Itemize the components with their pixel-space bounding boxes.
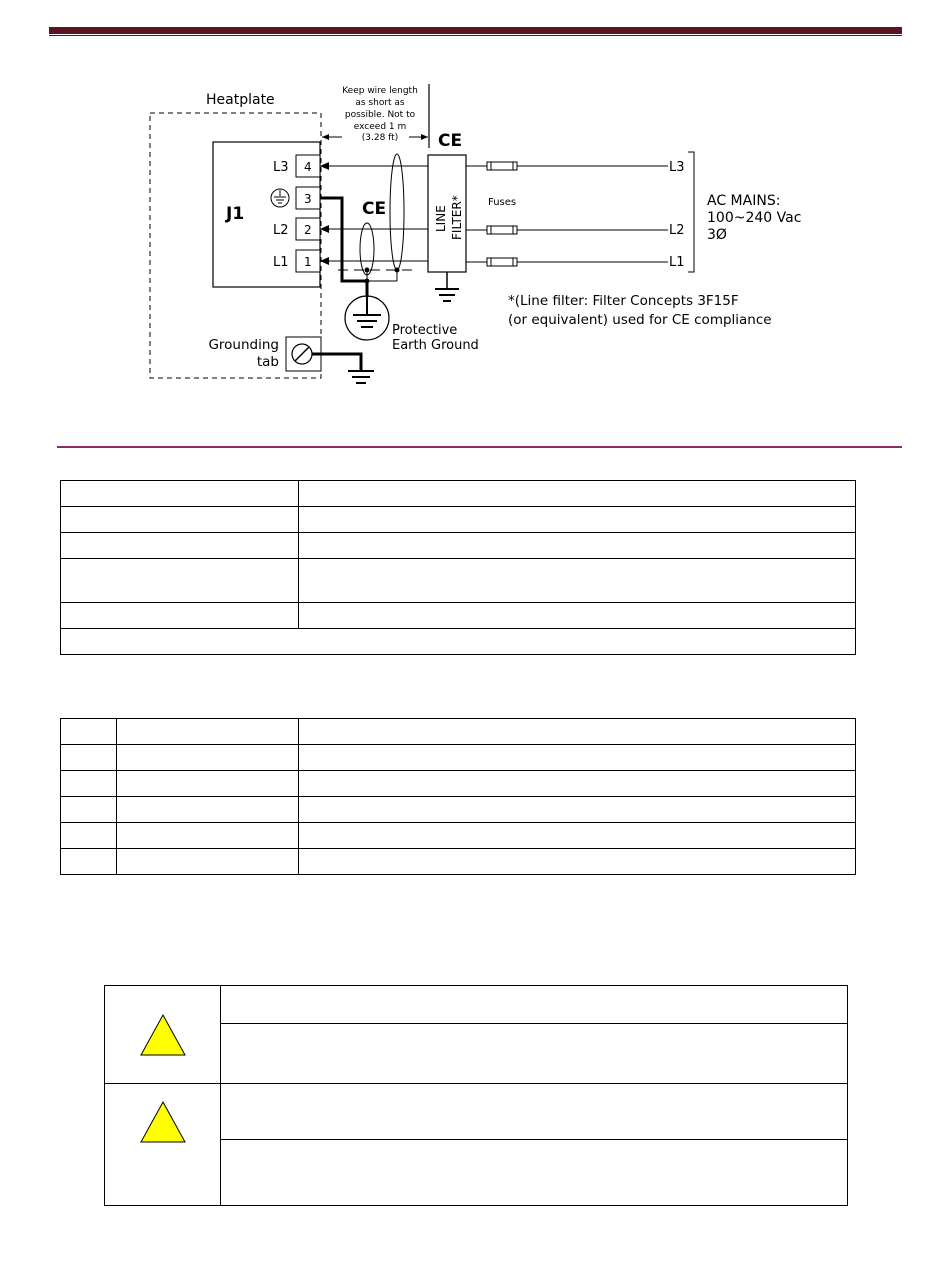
protective-earth-label-2: Earth Ground xyxy=(392,338,479,353)
fuse-l2 xyxy=(487,226,517,234)
terminal-2-pin: 2 xyxy=(304,223,312,237)
fuse-l3 xyxy=(487,162,517,170)
table-row xyxy=(61,629,856,655)
ground-icon xyxy=(345,296,389,340)
warning-triangle-icon xyxy=(139,1100,187,1144)
diagram-text: (3.28 ft) xyxy=(361,133,399,143)
grounding-tab-label-2: tab xyxy=(256,354,279,370)
diagram-text: exceed 1 m xyxy=(353,122,407,132)
diagram-text: Keep wire length xyxy=(342,86,418,96)
table-row xyxy=(105,1084,848,1140)
table-row xyxy=(61,797,856,823)
ac-mains-label-1: AC MAINS: xyxy=(707,193,781,209)
terminal-2-line: L2 xyxy=(273,223,289,238)
table-row xyxy=(61,533,856,559)
diagram-text: as short as xyxy=(355,98,405,108)
terminal-4-pin: 4 xyxy=(304,160,312,174)
ce-mark-icon: CE xyxy=(438,131,463,151)
pin-table xyxy=(60,718,856,875)
table-row xyxy=(61,771,856,797)
table-row xyxy=(61,823,856,849)
table-row xyxy=(61,849,856,875)
wiring-diagram xyxy=(0,0,950,420)
diagram-text: possible. Not to xyxy=(344,110,416,120)
table-row xyxy=(61,719,856,745)
table-row xyxy=(61,603,856,629)
mains-l1-label: L1 xyxy=(669,255,685,270)
protective-earth-label-1: Protective xyxy=(392,323,458,338)
line-filter-label-1: LINE xyxy=(434,205,448,232)
filter-note-2: (or equivalent) used for CE compliance xyxy=(508,312,772,328)
table-row xyxy=(61,507,856,533)
mains-l3-label: L3 xyxy=(669,160,685,175)
ac-mains-label-2: 100~240 Vac xyxy=(707,210,802,226)
terminal-1-pin: 1 xyxy=(304,255,312,269)
warning-triangle-icon xyxy=(139,1013,187,1057)
grounding-tab-label-1: Grounding xyxy=(208,337,279,353)
filter-note-1: *(Line filter: Filter Concepts 3F15F xyxy=(508,293,739,309)
ground-icon xyxy=(435,272,459,301)
table-row xyxy=(61,745,856,771)
table-row xyxy=(61,559,856,603)
table-row xyxy=(105,986,848,1024)
warning-icon-cell xyxy=(105,1084,221,1206)
ac-mains-label-3: 3Ø xyxy=(707,227,727,243)
fuses-label: Fuses xyxy=(488,197,517,208)
j1-label: J1 xyxy=(226,204,245,224)
ce-mark-icon: CE xyxy=(362,199,387,219)
table-row xyxy=(61,481,856,507)
heatplate-label: Heatplate xyxy=(206,92,275,108)
ground-icon xyxy=(348,371,374,383)
warning-table xyxy=(104,985,848,1206)
spec-table xyxy=(60,480,856,655)
mains-l2-label: L2 xyxy=(669,223,685,238)
line-filter-label-2: FILTER* xyxy=(450,195,464,240)
warning-icon-cell xyxy=(105,986,221,1084)
section-divider xyxy=(57,446,902,448)
wire-length-note xyxy=(342,86,418,143)
fuse-l1 xyxy=(487,258,517,266)
terminal-1-line: L1 xyxy=(273,255,289,270)
terminal-4-line: L3 xyxy=(273,160,289,175)
terminal-3-pin: 3 xyxy=(304,192,312,206)
